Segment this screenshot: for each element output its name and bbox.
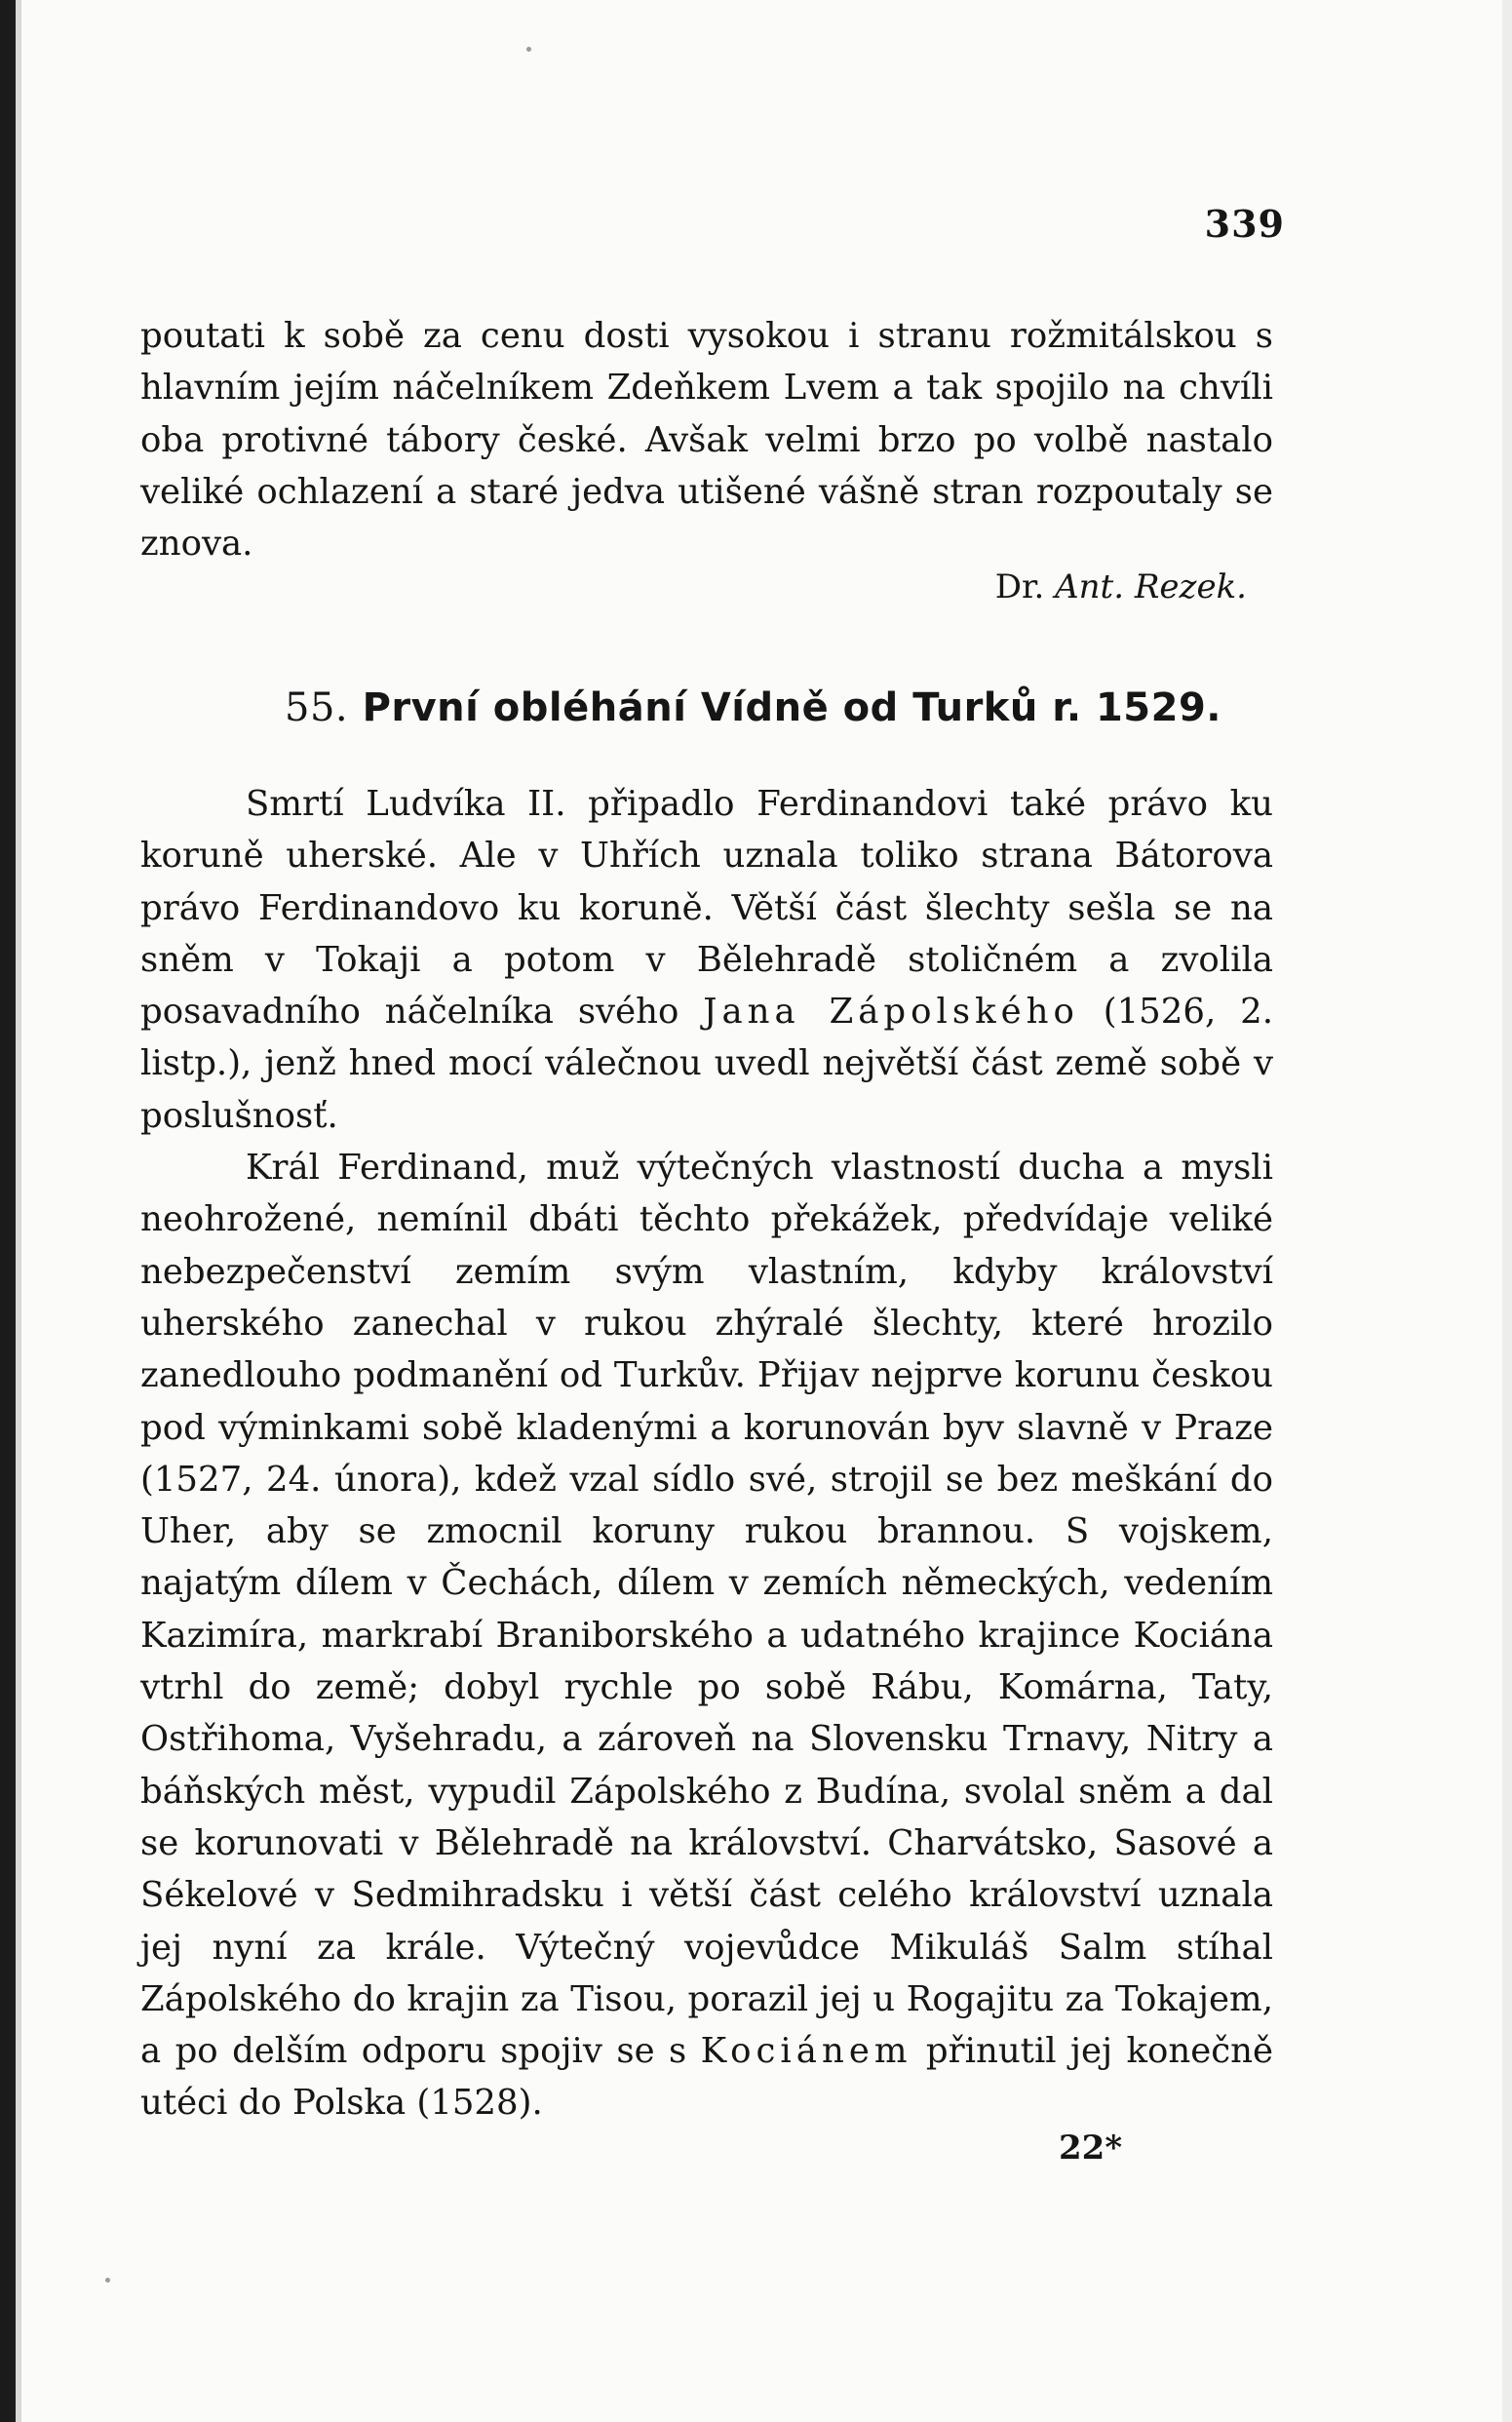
chapter-title: První obléhání Vídně od Turků r. 1529. xyxy=(362,685,1221,730)
paragraph-text: přinutil jej konečně utéci do Polska (1528). xyxy=(140,2031,1273,2124)
printer-signature-mark: 22* xyxy=(1059,2129,1123,2168)
page-number: 339 xyxy=(1204,202,1285,246)
chapter-heading xyxy=(285,685,1221,730)
page-margin-right xyxy=(1502,0,1512,2422)
paragraph-text: Král Ferdinand, muž výtečných vlastností ducha a mysli neohrožené, nemínil dbáti těchto překážek, předvídaje veliké nebezpečenství zemím svým vlastním, kdyby království uherského zanechal v rukou zhýralé šlechty, které hrozilo zanedlouho podmanění od Turkův. Přijav nejprve korunu českou pod výminkami sobě kladenými a korunován byv slavně v Praze (1527, 24. února), kdež vzal sídlo své, strojil se bez meškání do Uher, aby se zmocnil koruny rukou brannou. S vojskem, najatým dílem v Čechách, dílem v zemích německých, vedením Kazimíra, markrabí Braniborského a udatného krajince Kociána vtrhl do země; dobyl rychle po sobě Rábu, Komárna, Taty, Ostřihoma, Vyšehradu, a zároveň na Slovensku Trnavy, Nitry a báňských měst, vypudil Zápolského z Budína, svolal sněm a dal se korunovati v Bělehradě na království. Charvátsko, Sasové a Sékelové v Sedmihradsku i větší část celého království uznala jej nyní za krále. Výtečný vojevůdce Mikuláš Salm stíhal Zápolského do krajin za Tisou, porazil jej u Rogajitu za Tokajem, a po delším odporu spojiv se s xyxy=(140,1148,1273,2072)
author-name: Ant. Rezek. xyxy=(1055,567,1247,606)
paragraph: poutati k sobě za cenu dosti vysokou i stranu rožmitálskou s hlavním jejím náčelníkem Zdeňkem Lvem a tak spojilo na chvíli oba protivné tábory české. Avšak velmi brzo po volbě nastalo veliké ochlazení a staré jedva utišené vášně stran rozpoutaly se znova. xyxy=(140,316,1273,565)
print-speck xyxy=(105,2278,110,2283)
binding-shadow xyxy=(0,0,16,2422)
author-attribution xyxy=(995,567,1247,606)
chapter-number: 55. xyxy=(285,685,349,730)
text-block-intro xyxy=(140,310,1273,569)
print-speck xyxy=(526,47,531,52)
paragraph-text: (1526, 2. listp.), jenž hned mocí válečnou uvedl největší část země sobě v poslušnosť. xyxy=(140,992,1273,1136)
emphasized-name: Jana Zápolského xyxy=(703,992,1079,1033)
paragraph xyxy=(140,1142,1273,2129)
emphasized-name: Kociánem xyxy=(700,2031,912,2072)
page-edge xyxy=(16,0,21,2422)
paragraph xyxy=(140,778,1273,1142)
author-prefix: Dr. xyxy=(994,567,1045,606)
text-block-chapter xyxy=(140,778,1273,2129)
paragraph-text: Smrtí Ludvíka II. připadlo Ferdinandovi také právo ku koruně uherské. Ale v Uhřích uznala toliko strana Bátorova právo Ferdinandovo ku koruně. Větší část šlechty sešla se na sněm v Tokaji a potom v Bělehradě stoličném a zvolila posavadního náčelníka svého xyxy=(140,784,1273,1033)
